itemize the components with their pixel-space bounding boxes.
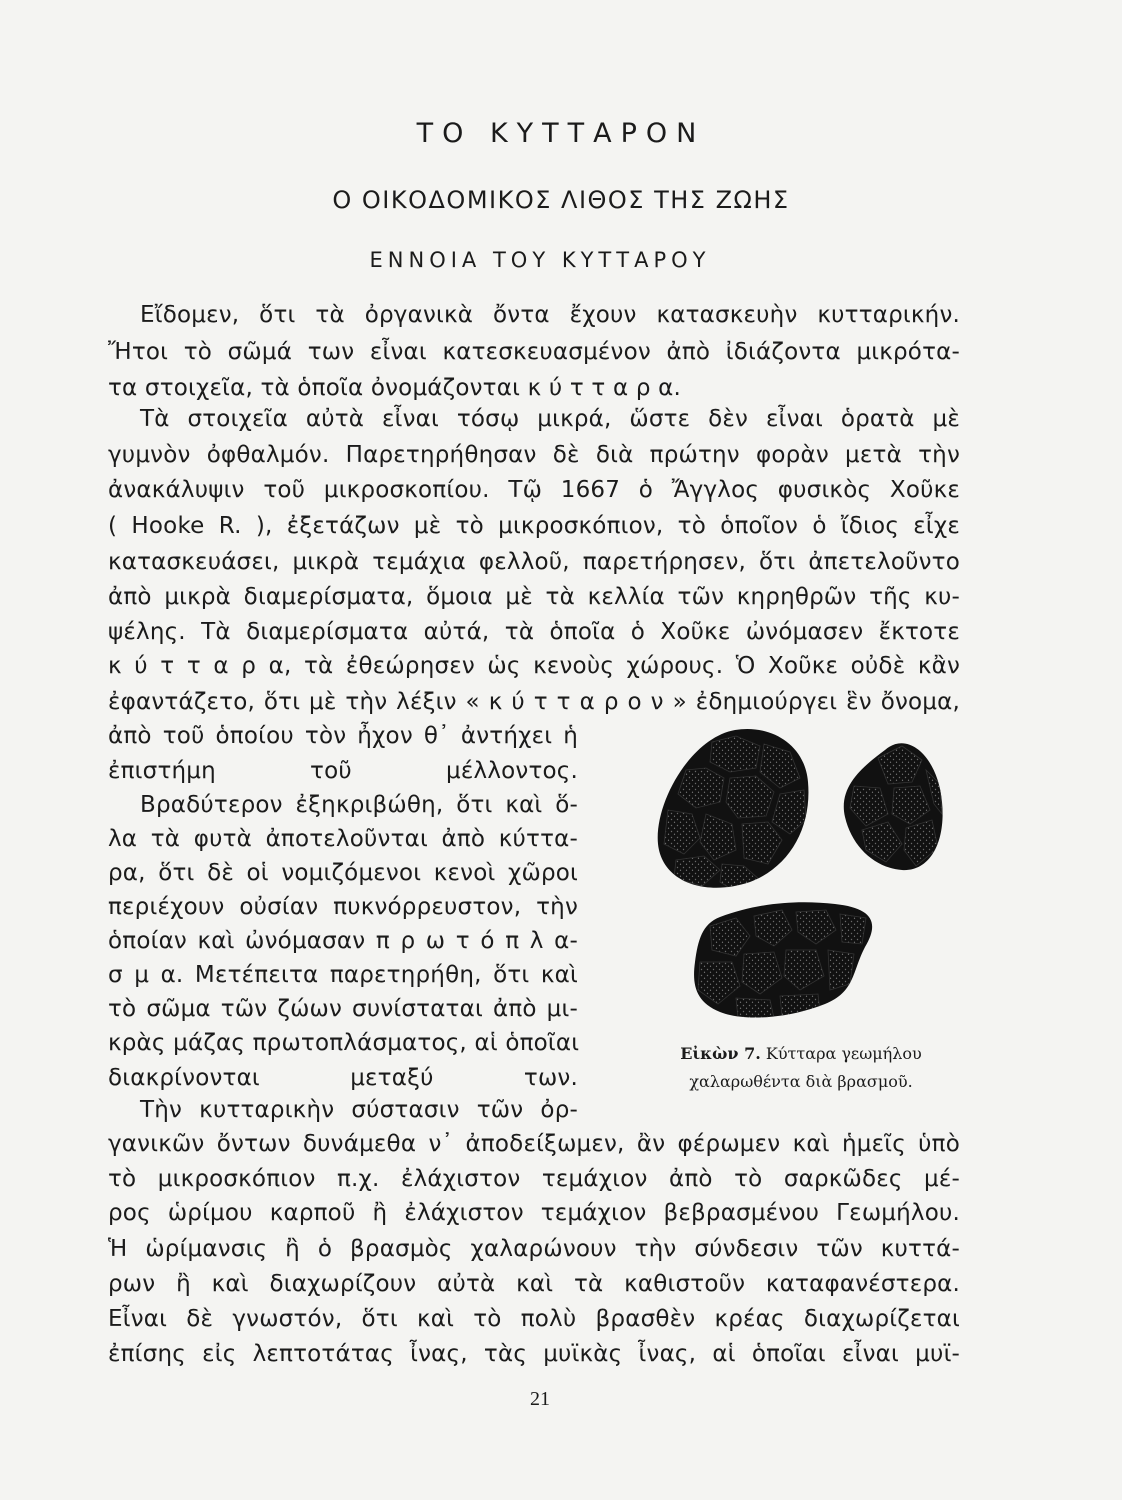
text-line: κ ύ τ τ α ρ α, τὰ ἐθεώρησεν ὡς κενοὺς χώρους. Ὁ Χοῦκε οὐδὲ κἂν [108,653,960,679]
text-line: ἀπὸ μικρὰ διαμερίσματα, ὅμοια μὲ τὰ κελλία τῶν κηρηθρῶν τῆς κυ- [108,584,960,610]
text-line: Τὴν κυτταρικὴν σύστασιν τῶν ὀρ- [140,1097,578,1123]
text-line: ἐπίσης εἰς λεπτοτάτας ἶνας, τὰς μυϊκὰς ἶνας, αἱ ὁποῖαι εἶναι μυϊ- [108,1341,960,1367]
text-line: ἐπιστήμη τοῦ μέλλοντος. [108,758,578,784]
text-line: Εἴδομεν, ὅτι τὰ ὀργανικὰ ὄντα ἔχουν κατασκευὴν κυτταρικήν. [140,302,960,328]
page-number: 21 [530,1388,550,1410]
text-line: κατασκευάσει, μικρὰ τεμάχια φελλοῦ, παρετήρησεν, ὅτι ἀπετελοῦντο [108,549,960,575]
text-line: ἀπὸ τοῦ ὁποίου τὸν ἦχον θ᾽ ἀντήχει ἡ [108,723,578,749]
text-line: τὸ μικροσκόπιον π.χ. ἐλάχιστον τεμάχιον ἀπὸ τὸ σαρκῶδες μέ- [108,1166,960,1192]
text-line: ἐφαντάζετο, ὅτι μὲ τὴν λέξιν « κ ύ τ τ α ρ ο ν » ἐδημιούργει ἓν ὄνομα, [108,689,960,715]
text-line: κρὰς μάζας πρωτοπλάσματος, αἱ ὁποῖαι [108,1030,580,1056]
text-line: διακρίνονται μεταξύ των. [108,1065,578,1091]
text-line: ρος ὡρίμου καρποῦ ἢ ἐλάχιστον τεμάχιον βεβρασμένου Γεωμήλου. [108,1200,960,1226]
text-line: τὸ σῶμα τῶν ζώων συνίσταται ἀπὸ μι- [108,996,578,1022]
figure-label: Εἰκὼν 7. [680,1044,761,1063]
text-line: Βραδύτερον ἐξηκριβώθη, ὅτι καὶ ὅ- [140,792,578,818]
chapter-subtitle: Ο ΟΙΚΟΔΟΜΙΚΟΣ ΛΙΘΟΣ ΤΗΣ ΖΩΗΣ [332,186,790,214]
text-line: ψέλης. Τὰ διαμερίσματα αὐτά, τὰ ὁποῖα ὁ Χοῦκε ὠνόμασεν ἔκτοτε [108,619,960,645]
text-line: ρων ἢ καὶ διαχωρίζουν αὐτὰ καὶ τὰ καθιστοῦν καταφανέστερα. [108,1271,960,1297]
text-line: ( Hooke R. ), ἐξετάζων μὲ τὸ μικροσκόπιον, τὸ ὁποῖον ὁ ἴδιος εἶχε [108,513,960,539]
text-line: Εἶναι δὲ γνωστόν, ὅτι καὶ τὸ πολὺ βρασθὲν κρέας διαχωρίζεται [108,1306,960,1332]
text-line: περιέχουν οὐσίαν πυκνόρρευστον, τὴν [108,894,578,920]
text-line: γανικῶν ὄντων δυνάμεθα ν᾽ ἀποδείξωμεν, ἂν φέρωμεν καὶ ἡμεῖς ὑπὸ [108,1131,960,1157]
text-line: λα τὰ φυτὰ ἀποτελοῦνται ἀπὸ κύττα- [108,826,578,852]
potato-cells-illustration [640,722,966,1042]
text-line: Ἤτοι τὸ σῶμά των εἶναι κατεσκευασμένον ἀπὸ ἰδιάζοντα μικρότα- [108,339,960,365]
text-line: Τὰ στοιχεῖα αὐτὰ εἶναι τόσῳ μικρά, ὥστε δὲν εἶναι ὁρατὰ μὲ [140,406,960,432]
figure-caption-line2: χαλαρωθέντα διὰ βρασμοῦ. [689,1072,913,1091]
chapter-title: ΤΟ ΚΥΤΤΑΡΟΝ [416,118,706,149]
text-line: ἀνακάλυψιν τοῦ μικροσκοπίου. Τῷ 1667 ὁ Ἄγγλος φυσικὸς Χοῦκε [108,477,960,503]
text-line: γυμνὸν ὀφθαλμόν. Παρετηρήθησαν δὲ διὰ πρώτην φορὰν μετὰ τὴν [108,442,960,468]
cell-cluster-2 [844,743,943,870]
cell-cluster-1 [658,729,809,892]
cell-cluster-3 [694,902,872,1018]
text-line: Ἡ ὡρίμανσις ἢ ὁ βρασμὸς χαλαρώνουν τὴν σύνδεσιν τῶν κυττά- [108,1236,960,1262]
section-heading: ΕΝΝΟΙΑ ΤΟΥ ΚΥΤΤΑΡΟΥ [369,248,711,272]
figure-caption-text: Κύτταρα γεωμήλου [765,1044,922,1063]
text-line: σ μ α. Μετέπειτα παρετηρήθη, ὅτι καὶ [108,962,578,988]
text-line: ὁποίαν καὶ ὠνόμασαν π ρ ω τ ό π λ α- [108,928,578,954]
text-line: τα στοιχεῖα, τὰ ὁποῖα ὀνομάζονται κ ύ τ τ α ρ α. [108,375,682,401]
text-line: ρα, ὅτι δὲ οἱ νομιζόμενοι κενοὶ χῶροι [108,860,578,886]
figure-caption [640,1044,962,1063]
